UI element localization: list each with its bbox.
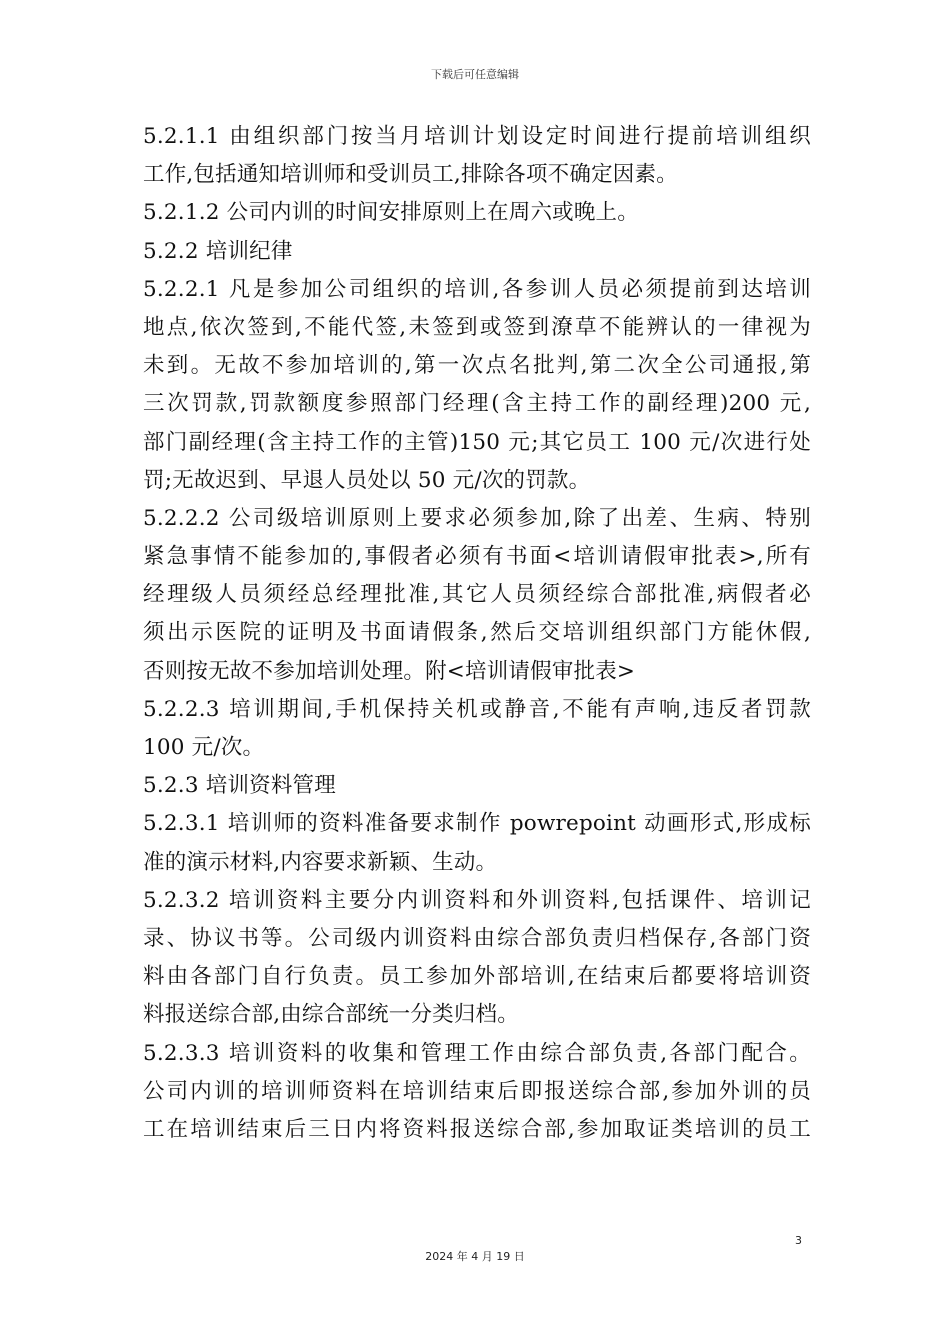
document-body [143,118,811,1149]
body-line-5: 5.2.2.1 凡是参加公司组织的培训,各参训人员必须提前到达培训 [143,276,811,302]
body-line-8: 三次罚款,罚款额度参照部门经理(含主持工作的副经理)200 元, [143,391,811,417]
section-heading-training-discipline: 5.2.2 培训纪律 [143,238,293,264]
body-line-11: 5.2.2.2 公司级培训原则上要求必须参加,除了出差、生病、特别 [143,505,811,531]
body-line-16: 5.2.2.3 培训期间,手机保持关机或静音,不能有声响,违反者罚款 [143,696,811,722]
body-line-17: 100 元/次。 [143,735,265,760]
page-number: 3 [795,1234,802,1247]
body-line-22: 录、协议书等。公司级内训资料由综合部负责归档保存,各部门资 [143,925,811,951]
body-line-19: 5.2.3.1 培训师的资料准备要求制作 powrepoint 动画形式,形成标 [143,811,811,837]
body-line-2: 工作,包括通知培训师和受训员工,排除各项不确定因素。 [143,162,678,188]
body-line-21: 5.2.3.2 培训资料主要分内训资料和外训资料,包括课件、培训记 [143,887,811,913]
page-footer-date: 2024 年 4 月 19 日 [425,1250,525,1263]
body-line-23: 料由各部门自行负责。员工参加外部培训,在结束后都要将培训资 [143,964,811,990]
body-line-14: 须出示医院的证明及书面请假条,然后交培训组织部门方能休假, [143,620,811,646]
body-line-20: 准的演示材料,内容要求新颖、生动。 [143,849,498,875]
body-line-26: 公司内训的培训师资料在培训结束后即报送综合部,参加外训的员 [143,1078,811,1104]
body-line-3: 5.2.1.2 公司内训的时间安排原则上在周六或晚上。 [143,200,639,226]
body-line-13: 经理级人员须经总经理批准,其它人员须经综合部批准,病假者必 [143,582,811,608]
body-line-25: 5.2.3.3 培训资料的收集和管理工作由综合部负责,各部门配合。 [143,1040,811,1066]
section-heading-training-materials: 5.2.3 培训资料管理 [143,773,336,799]
body-line-1: 5.2.1.1 由组织部门按当月培训计划设定时间进行提前培训组织 [143,124,811,149]
body-line-15: 否则按无故不参加培训处理。附<培训请假审批表> [143,658,636,684]
body-line-12: 紧急事情不能参加的,事假者必须有书面<培训请假审批表>,所有 [143,544,811,570]
body-line-7: 未到。无故不参加培训的,第一次点名批判,第二次全公司通报,第 [143,353,811,379]
body-line-6: 地点,依次签到,不能代签,未签到或签到潦草不能辨认的一律视为 [143,314,811,340]
body-line-9: 部门副经理(含主持工作的主管)150 元;其它员工 100 元/次进行处 [143,429,811,455]
body-line-27: 工在培训结束后三日内将资料报送综合部,参加取证类培训的员工 [143,1116,811,1142]
body-line-24: 料报送综合部,由综合部统一分类归档。 [143,1002,519,1028]
page-header: 下载后可任意编辑 [431,68,519,81]
body-line-10: 罚;无故迟到、早退人员处以 50 元/次的罚款。 [143,467,591,493]
